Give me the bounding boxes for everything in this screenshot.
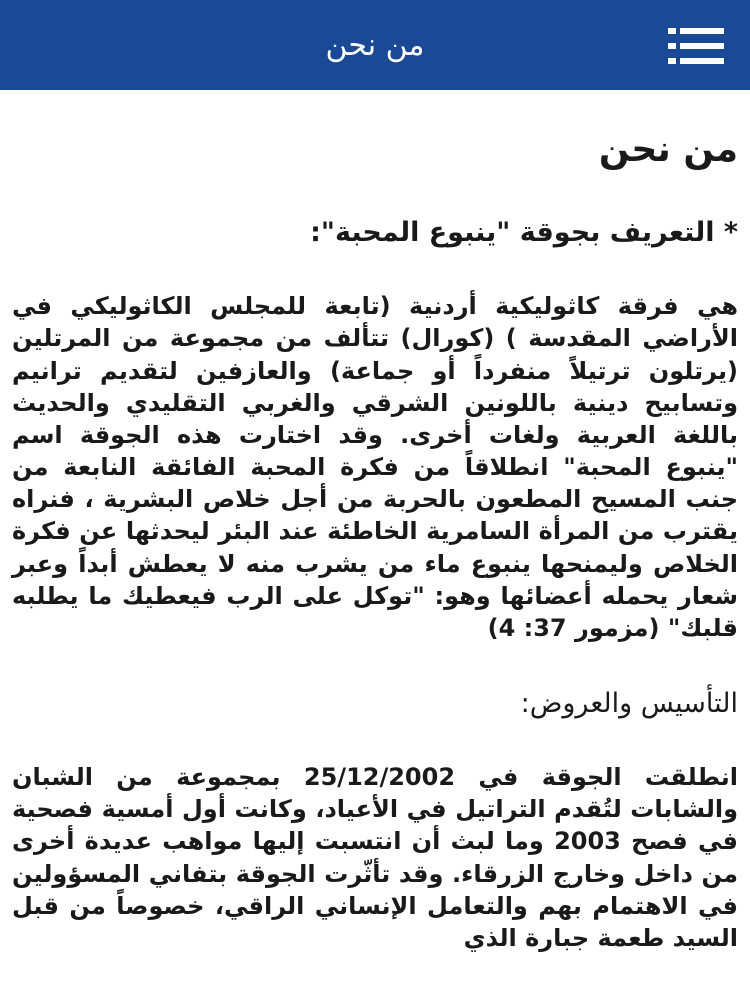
header-title: من نحن xyxy=(325,27,425,63)
page-title: من نحن xyxy=(598,129,738,170)
app-header xyxy=(0,0,750,90)
section-body-definition: هي فرقة كاثوليكية أردنية (تابعة للمجلس الكاثوليكي في الأراضي المقدسة ) (كورال) تتألف من مجموعة من المرتلين (يرتلون ترتيلاً منفرداً أو جماعة) والعازفين لتقديم ترانيم وتسابيح دينية باللونين الشرقي والغربي التقليدي والحديث باللغة العربية ولغات أخرى. وقد اختارت هذه الجوقة اسم "ينبوع المحبة" انطلاقاً من فكرة المحبة الفائقة النابعة من جنب المسيح المطعون بالحربة من أجل خلاص البشرية ، فنراه يقترب من المرأة السامرية الخاطئة عند البئر ليحدثها عن فكرة الخلاص وليمنحها ينبوع ماء من يشرب منه لا يعطش أبداً وعبر شعار يحمله أعضائها وهو: "توكل على الرب فيعطيك ما يطلبه قلبك" (مزمور 37: 4) xyxy=(12,292,738,642)
section-body-founding: انطلقت الجوقة في 25/12/2002 بمجموعة من الشبان والشابات لتُقدم التراتيل في الأعياد، وكانت أول أمسية فصحية في فصح 2003 وما لبث أن انتسبت إليها مواهب عديدة أخرى من داخل وخارج الزرقاء. وقد تأثّرت الجوقة بتفاني المسؤولين في الاهتمام بهم والتعامل الإنساني الراقي، خصوصاً من قبل السيد طعمة جبارة الذي xyxy=(12,763,738,952)
section-heading-founding: التأسيس والعروض: xyxy=(520,688,738,719)
hamburger-list-icon xyxy=(668,28,724,64)
menu-button[interactable] xyxy=(668,28,724,64)
main-content xyxy=(0,90,750,1000)
section-heading-definition: * التعريف بجوقة "ينبوع المحبة": xyxy=(310,217,738,249)
